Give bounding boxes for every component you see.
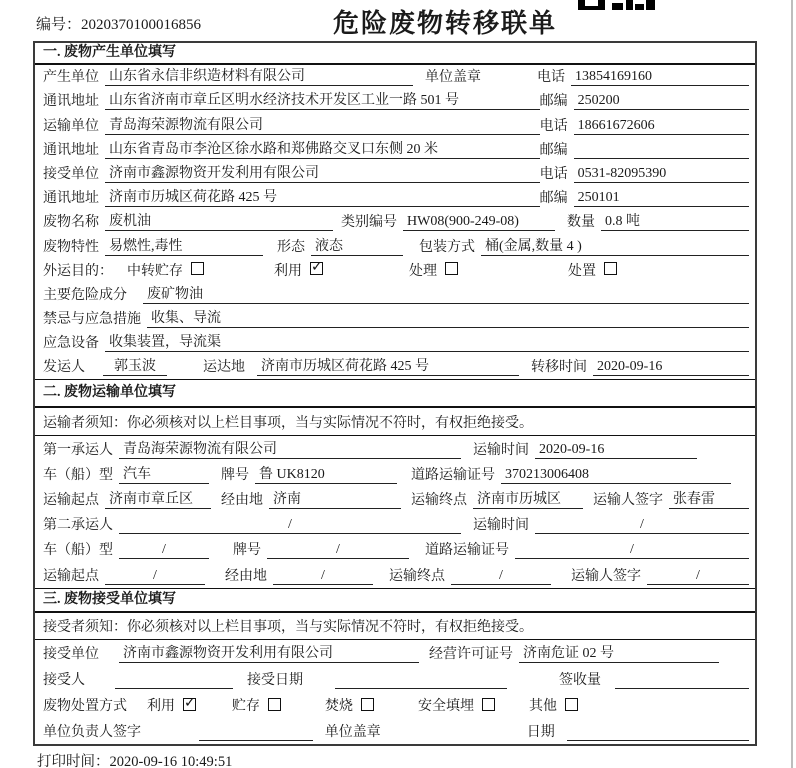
equipment-value: 收集装置，导流渠 — [105, 334, 749, 352]
waste-character-label: 废物特性 — [43, 239, 99, 255]
row-receiver-unit — [35, 162, 755, 186]
transport-postal-group — [540, 139, 749, 159]
disposal-option-landfill — [418, 695, 495, 715]
postal-label: 邮编 — [539, 142, 568, 158]
row-receiver-address — [35, 186, 755, 210]
landfill-checkbox — [482, 698, 495, 711]
transfer-form-table — [33, 41, 757, 746]
row-shipper — [35, 355, 755, 379]
road-permit-label: 道路运输证号 — [411, 467, 495, 483]
row-producer-unit — [35, 65, 755, 89]
waste-name-label: 废物名称 — [43, 215, 99, 231]
row-second-carrier — [35, 512, 755, 537]
utilize-checkbox — [310, 262, 323, 275]
accept-date-value — [335, 671, 507, 689]
second-carrier-value: / — [119, 516, 461, 534]
license-label: 经营许可证号 — [429, 646, 513, 662]
plate-value: 鲁 UK8120 — [255, 466, 397, 484]
terminal2-value: / — [451, 567, 551, 585]
option-label: 利用 — [147, 699, 175, 715]
carrier-sign-label: 运输人签字 — [593, 493, 663, 508]
second-carrier-label: 第二承运人 — [43, 518, 113, 534]
purpose-label: 外运目的： — [43, 263, 113, 279]
row-taboo-measures — [35, 307, 755, 331]
transport-phone-group — [540, 115, 749, 135]
category-value: HW08(900-249-08) — [403, 213, 555, 231]
origin2-value: / — [105, 567, 205, 585]
row-hazard-component — [35, 283, 755, 307]
postal-label: 邮编 — [539, 94, 568, 110]
section1-heading: 一. 废物产生单位填写 — [35, 43, 755, 65]
transport-time-label: 运输时间 — [473, 442, 529, 458]
page-edge-line — [791, 0, 793, 768]
postal-label: 邮编 — [539, 191, 568, 207]
section-transporter — [35, 379, 755, 587]
packaging-label: 包装方式 — [419, 239, 475, 255]
treat-checkbox — [445, 262, 458, 275]
disposal-label: 废物处置方式 — [43, 699, 127, 715]
hazard-label: 主要危险成分 — [43, 287, 127, 303]
transfer-time-label: 转移时间 — [531, 360, 587, 376]
destination-value: 济南市历城区荷花路 425 号 — [257, 358, 519, 376]
purpose-option-storage — [127, 260, 204, 280]
storage-checkbox — [191, 262, 204, 275]
option-label: 其他 — [529, 699, 557, 715]
address-label: 通讯地址 — [43, 191, 99, 207]
producer-postal-group — [540, 90, 749, 110]
section3-heading: 三. 废物接受单位填写 — [35, 588, 755, 613]
recipient-label: 接受人 — [43, 672, 85, 688]
taboo-value: 收集、导流 — [147, 310, 749, 328]
form-value: 液态 — [311, 238, 403, 256]
unit-seal-label: 单位盖章 — [324, 725, 381, 741]
storage-checkbox — [268, 698, 281, 711]
date-value — [567, 723, 749, 741]
address-label: 通讯地址 — [43, 94, 99, 110]
row-vehicle-1 — [35, 462, 755, 487]
row-route-2 — [35, 562, 755, 587]
terminal-label: 运输终点 — [411, 493, 467, 508]
taboo-label: 禁忌与应急措施 — [43, 312, 141, 328]
terminal-value: 济南市历城区 — [473, 491, 583, 509]
sign-amount-label: 签收量 — [559, 672, 601, 688]
row-route-1 — [35, 487, 755, 512]
producer-address-value: 山东省济南市章丘区明水经济技术开发区工业一路 501 号 — [105, 92, 540, 110]
transport-phone-value: 18661672606 — [574, 117, 749, 135]
option-label: 处理 — [409, 263, 437, 279]
transport-time-value: 2020-09-16 — [535, 441, 697, 459]
responsible-sign-value — [199, 723, 313, 741]
carrier-sign-value: 张春雷 — [669, 491, 749, 509]
responsible-sign-label: 单位负责人签字 — [43, 725, 141, 741]
transport-unit-label: 运输单位 — [43, 118, 99, 134]
print-time-label: 打印时间： — [37, 754, 110, 768]
print-time — [37, 750, 232, 768]
disposal-option-storage — [232, 695, 281, 715]
license-value: 济南危证 02 号 — [519, 645, 719, 663]
waste-name-value: 废机油 — [105, 213, 333, 231]
receiver-phone-value: 0531-82095390 — [574, 165, 749, 183]
origin-label: 运输起点 — [43, 568, 99, 584]
option-label: 贮存 — [232, 699, 260, 715]
row-emergency-equipment — [35, 331, 755, 355]
phone-label: 电话 — [539, 118, 568, 134]
first-carrier-label: 第一承运人 — [43, 442, 113, 458]
vehicle-type-label: 车（船）型 — [43, 543, 113, 559]
hazard-value: 废矿物油 — [143, 286, 749, 304]
accept-unit-label: 接受单位 — [43, 646, 99, 662]
shipper-value: 郭玉波 — [103, 358, 167, 376]
serial-value: 2020370100016856 — [81, 17, 202, 33]
quantity-label: 数量 — [567, 215, 595, 231]
producer-phone-value: 13854169160 — [571, 68, 749, 86]
vehicle-type-label: 车（船）型 — [43, 467, 113, 483]
transport-unit-value: 青岛海荣源物流有限公司 — [105, 117, 540, 135]
shipper-label: 发运人 — [43, 360, 85, 376]
quantity-value: 0.8 吨 — [601, 213, 749, 231]
vehicle-type2-value: / — [119, 541, 209, 559]
via2-value: / — [273, 567, 373, 585]
unit-seal-label: 单位盖章 — [425, 70, 481, 86]
accept-date-label: 接受日期 — [247, 672, 303, 688]
option-label: 焚烧 — [325, 699, 353, 715]
row-responsible-sign — [35, 718, 755, 744]
waste-character-value: 易燃性,毒性 — [105, 238, 263, 256]
transporter-notice: 运输者须知：你必须核对以上栏目事项，当与实际情况不符时，有权拒绝接受。 — [35, 408, 755, 436]
phone-label: 电话 — [539, 166, 568, 182]
equipment-label: 应急设备 — [43, 336, 99, 352]
row-first-carrier — [35, 436, 755, 461]
date-label: 日期 — [526, 725, 555, 741]
serial-number — [36, 13, 201, 34]
other-checkbox — [565, 698, 578, 711]
producer-unit-label: 产生单位 — [43, 70, 99, 86]
carrier-sign-label: 运输人签字 — [571, 568, 641, 584]
section-receiver — [35, 588, 755, 745]
plate-label: 牌号 — [221, 467, 249, 483]
dispose-checkbox — [604, 262, 617, 275]
category-label: 类别编号 — [341, 215, 397, 231]
section-producer — [35, 43, 755, 379]
road-permit-value: 370213006408 — [501, 466, 731, 484]
receiver-postal-group — [540, 187, 749, 207]
producer-phone-group — [537, 66, 749, 86]
purpose-option-dispose — [568, 260, 617, 280]
accept-unit-value: 济南市鑫源物资开发利用有限公司 — [119, 645, 419, 663]
disposal-option-other — [529, 695, 578, 715]
terminal-label: 运输终点 — [389, 568, 445, 584]
receiver-unit-label: 接受单位 — [43, 166, 99, 182]
phone-label: 电话 — [537, 70, 565, 86]
row-producer-address — [35, 89, 755, 113]
road-permit-label: 道路运输证号 — [425, 543, 509, 559]
transport-time2-value: / — [535, 516, 749, 534]
first-carrier-value: 青岛海荣源物流有限公司 — [119, 441, 461, 459]
form-label: 形态 — [277, 239, 305, 255]
option-label: 中转贮存 — [127, 263, 183, 279]
via-value: 济南 — [269, 491, 401, 509]
road-permit2-value: / — [515, 541, 749, 559]
purpose-option-utilize — [274, 260, 323, 280]
purpose-option-treat — [409, 260, 458, 280]
via-label: 经由地 — [221, 493, 263, 508]
section2-heading: 二. 废物运输单位填写 — [35, 379, 755, 408]
row-accept-unit — [35, 640, 755, 666]
transport-time-label: 运输时间 — [473, 518, 529, 534]
row-waste-character — [35, 234, 755, 258]
option-label: 利用 — [274, 263, 302, 279]
sign-amount-value — [615, 671, 749, 689]
row-transfer-purpose — [35, 259, 755, 283]
row-vehicle-2 — [35, 537, 755, 562]
row-recipient — [35, 666, 755, 692]
receiver-unit-value: 济南市鑫源物资开发利用有限公司 — [105, 165, 540, 183]
plate2-value: / — [267, 541, 409, 559]
receiver-phone-group — [540, 163, 749, 183]
packaging-value: 桶(金属,数量 4 ) — [481, 238, 749, 256]
transport-address-value: 山东省青岛市李沧区徐水路和郑佛路交叉口东侧 20 米 — [105, 141, 540, 159]
producer-unit-value: 山东省永信非织造材料有限公司 — [105, 68, 413, 86]
disposal-option-incinerate — [325, 695, 374, 715]
utilize-checkbox — [183, 698, 196, 711]
incinerate-checkbox — [361, 698, 374, 711]
qr-code-fragment-icon — [578, 0, 658, 11]
vehicle-type-value: 汽车 — [119, 466, 209, 484]
carrier-sign2-value: / — [647, 567, 749, 585]
row-transport-address — [35, 138, 755, 162]
producer-postal-value: 250200 — [574, 92, 749, 110]
origin-label: 运输起点 — [43, 493, 99, 508]
option-label: 安全填埋 — [418, 699, 474, 715]
page-title: 危险废物转移联单 — [333, 9, 558, 38]
print-time-value: 2020-09-16 10:49:51 — [109, 754, 233, 768]
serial-label: 编号： — [36, 17, 82, 33]
option-label: 处置 — [568, 263, 596, 279]
destination-label: 运达地 — [203, 360, 245, 376]
receiver-notice: 接受者须知：你必须核对以上栏目事项，当与实际情况不符时，有权拒绝接受。 — [35, 613, 755, 640]
via-label: 经由地 — [225, 568, 267, 584]
transfer-time-value: 2020-09-16 — [593, 358, 749, 376]
origin-value: 济南市章丘区 — [105, 491, 211, 509]
disposal-option-utilize — [147, 695, 196, 715]
transport-postal-value — [574, 141, 749, 159]
row-waste-name — [35, 210, 755, 234]
address-label: 通讯地址 — [43, 142, 99, 158]
row-transport-unit — [35, 113, 755, 137]
receiver-postal-value: 250101 — [574, 189, 749, 207]
row-disposal-method — [35, 692, 755, 718]
receiver-address-value: 济南市历城区荷花路 425 号 — [105, 189, 540, 207]
plate-label: 牌号 — [233, 543, 261, 559]
recipient-value — [115, 671, 233, 689]
